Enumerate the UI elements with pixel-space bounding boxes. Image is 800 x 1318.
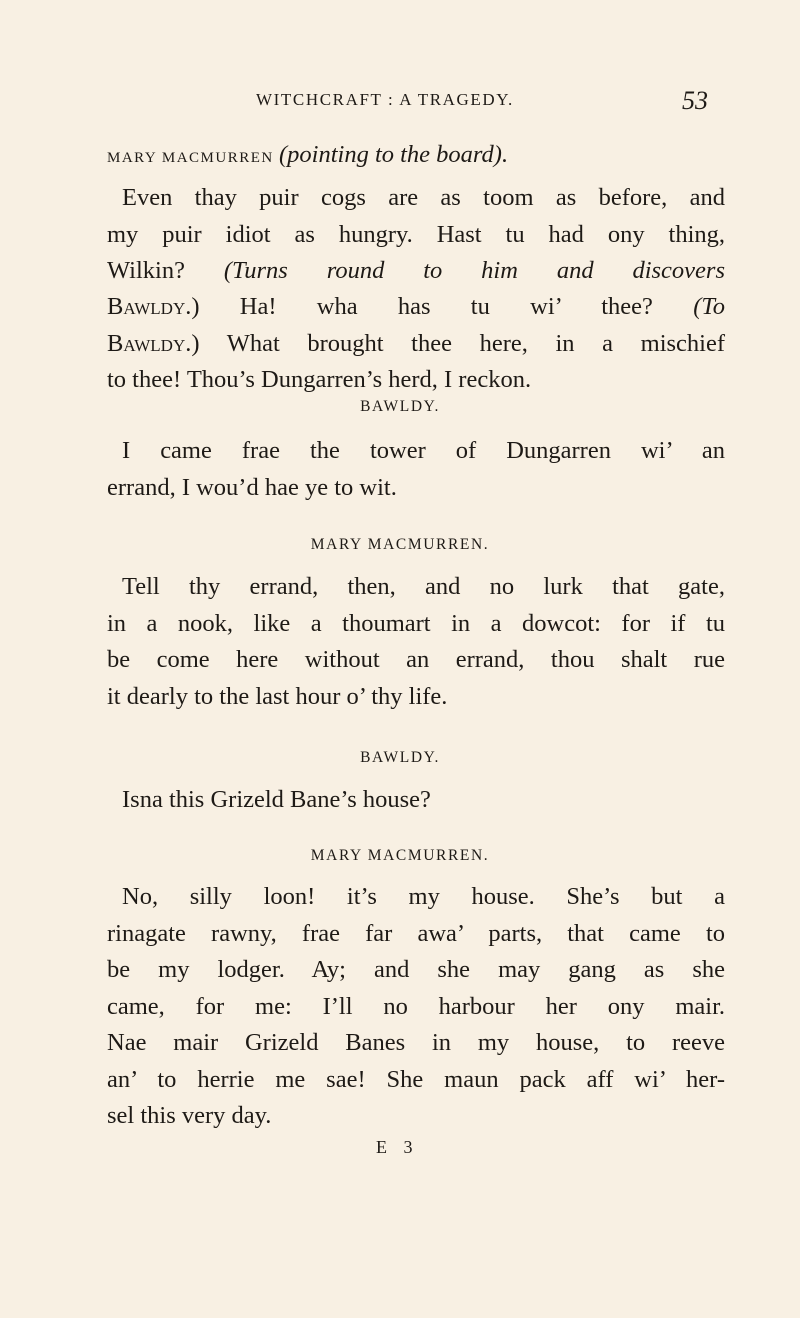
running-title: WITCHCRAFT : A TRAGEDY.	[256, 90, 514, 109]
text-line	[107, 919, 725, 949]
line-text: Wilkin?	[107, 257, 224, 284]
character-name: Bawldy.	[107, 293, 192, 320]
page-number: 53	[682, 86, 708, 115]
signature-mark: E 3	[376, 1137, 419, 1157]
text-line	[107, 992, 725, 1022]
speaker-heading: BAWLDY.	[360, 398, 440, 415]
line-text: No, silly loon! it’s my house. She’s but a	[122, 883, 725, 910]
text-line	[107, 1065, 725, 1095]
text-line	[107, 365, 725, 395]
line-text: Tell thy errand, then, and no lurk that gate,	[122, 573, 725, 600]
line-text: sel this very day.	[107, 1102, 272, 1129]
text-line	[107, 955, 725, 985]
text-line	[122, 436, 725, 466]
speaker-heading: MARY MACMURREN.	[310, 536, 490, 553]
stage-direction: (To	[693, 293, 725, 320]
line-text: Isna this Grizeld Bane’s house?	[122, 786, 431, 813]
line-text: rinagate rawny, frae far awa’ parts, that came to	[107, 920, 725, 947]
running-header	[0, 86, 800, 116]
text-line	[107, 1101, 725, 1131]
speaker-heading: BAWLDY.	[360, 749, 440, 766]
text-line	[107, 473, 725, 503]
line-text: ) Ha! wha has tu wi’ thee?	[191, 293, 694, 320]
line-text: Even thay puir cogs are as toom as before, and	[122, 184, 725, 211]
text-line	[107, 609, 725, 639]
text-line	[107, 292, 725, 322]
line-text: my puir idiot as hungry. Hast tu had ony thing,	[107, 221, 725, 248]
text-line	[122, 572, 725, 602]
character-name: MARY MACMURREN	[107, 150, 279, 166]
text-line	[122, 882, 725, 912]
text-line	[107, 329, 725, 359]
speaker-heading: MARY MACMURREN.	[310, 847, 490, 864]
text-line	[107, 1028, 725, 1058]
line-text: be my lodger. Ay; and she may gang as she	[107, 956, 725, 983]
line-text: errand, I wou’d hae ye to wit.	[107, 474, 397, 501]
line-text: to thee! Thou’s Dungarren’s herd, I reckon.	[107, 366, 532, 393]
line-text: it dearly to the last hour o’ thy life.	[107, 683, 448, 710]
text-line	[107, 140, 725, 173]
text-line	[122, 183, 725, 213]
stage-direction: (pointing to the board).	[278, 141, 509, 168]
line-text: an’ to herrie me sae! She maun pack aff wi’ her-	[107, 1066, 725, 1093]
character-name: Bawldy.	[107, 330, 192, 357]
line-text: came, for me: I’ll no harbour her ony mair.	[107, 993, 725, 1020]
text-line	[107, 682, 725, 712]
line-text: in a nook, like a thoumart in a dowcot: for if tu	[107, 610, 725, 637]
text-line	[122, 785, 725, 815]
text-line	[107, 645, 725, 675]
text-line	[107, 256, 725, 286]
line-text: I came frae the tower of Dungarren wi’ an	[122, 437, 725, 464]
text-line	[107, 220, 725, 250]
stage-direction: (Turns round to him and discovers	[223, 257, 725, 284]
line-text: Nae mair Grizeld Banes in my house, to reeve	[107, 1029, 725, 1056]
line-text: be come here without an errand, thou shalt rue	[107, 646, 725, 673]
line-text: ) What brought thee here, in a mischief	[191, 330, 725, 357]
